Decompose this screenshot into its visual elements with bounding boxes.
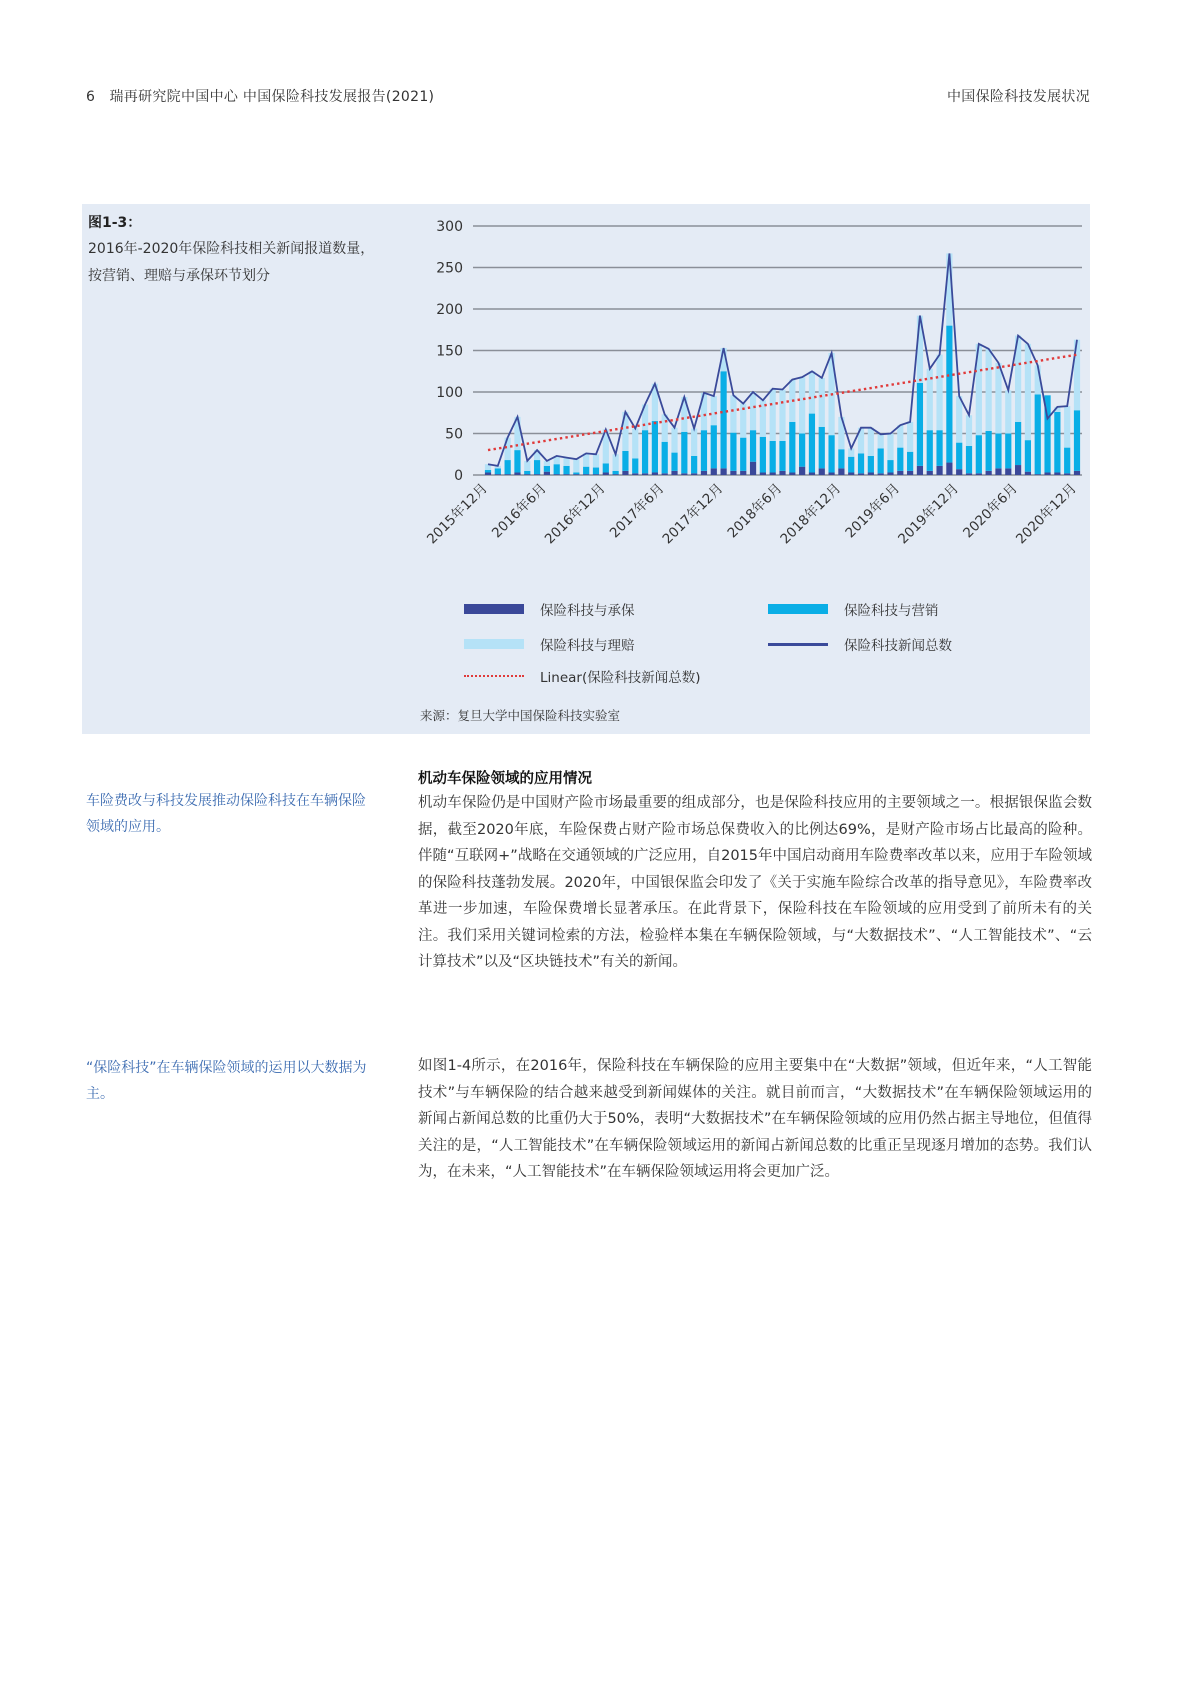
bar-segment bbox=[828, 435, 834, 472]
bar-segment bbox=[1035, 474, 1041, 475]
bar-segment bbox=[976, 473, 982, 475]
bar-segment bbox=[966, 415, 972, 446]
bar-segment bbox=[809, 371, 815, 413]
bar-segment bbox=[1025, 344, 1031, 440]
bar-segment bbox=[730, 395, 736, 432]
bar-segment bbox=[927, 430, 933, 471]
bar-segment bbox=[848, 473, 854, 475]
legend-total bbox=[768, 634, 952, 654]
bar-segment bbox=[1074, 410, 1080, 471]
bar-segment bbox=[495, 474, 501, 475]
bar-segment bbox=[711, 468, 717, 475]
legend-swatch-claims bbox=[464, 639, 524, 649]
bar-segment bbox=[770, 389, 776, 441]
bar-segment bbox=[681, 473, 687, 475]
bar-segment bbox=[907, 422, 913, 452]
y-axis-tick-label: 250 bbox=[436, 260, 463, 277]
legend-linear bbox=[464, 666, 701, 686]
bar-segment bbox=[809, 473, 815, 475]
legend-swatch-linear bbox=[464, 675, 524, 677]
x-axis-tick-label: 2020年6月 bbox=[960, 480, 1021, 542]
bar-segment bbox=[603, 473, 609, 475]
bar-segment bbox=[495, 468, 501, 474]
bar-segment bbox=[878, 434, 884, 448]
bar-segment bbox=[1054, 412, 1060, 473]
bar-segment bbox=[848, 457, 854, 473]
bar-segment bbox=[779, 441, 785, 471]
legend-label: 保险科技与理赔 bbox=[540, 638, 635, 654]
bar-segment bbox=[573, 474, 579, 475]
bar-segment bbox=[868, 428, 874, 456]
bar-segment bbox=[750, 392, 756, 430]
bar-segment bbox=[956, 396, 962, 442]
bar-segment bbox=[740, 471, 746, 475]
y-axis-tick-label: 50 bbox=[445, 426, 463, 443]
bar-segment bbox=[554, 464, 560, 474]
bar-segment bbox=[554, 474, 560, 475]
bar-segment bbox=[642, 430, 648, 473]
bar-segment bbox=[936, 355, 942, 431]
bar-segment bbox=[505, 474, 511, 475]
bar-segment bbox=[976, 435, 982, 473]
bar-segment bbox=[868, 456, 874, 473]
bar-segment bbox=[691, 456, 697, 473]
x-axis-tick-label: 2020年12月 bbox=[1012, 480, 1080, 548]
bar-segment bbox=[995, 363, 1001, 434]
bar-segment bbox=[563, 466, 569, 474]
bar-segment bbox=[878, 473, 884, 475]
bar-segment bbox=[936, 430, 942, 466]
bar-segment bbox=[917, 466, 923, 475]
bar-segment bbox=[721, 371, 727, 468]
bar-segment bbox=[544, 472, 550, 475]
bar-segment bbox=[730, 471, 736, 475]
legend-swatch-underwriting bbox=[464, 604, 524, 614]
bar-segment bbox=[907, 452, 913, 471]
bar-segment bbox=[799, 434, 805, 467]
figure-title: 2016年-2020年保险科技相关新闻报道数量，按营销、理赔与承保环节划分 bbox=[88, 241, 375, 284]
bar-segment bbox=[936, 466, 942, 475]
bar-segment bbox=[1005, 390, 1011, 433]
bar-segment bbox=[986, 349, 992, 431]
bar-segment bbox=[593, 454, 599, 467]
bar-segment bbox=[573, 473, 579, 475]
bar-segment bbox=[593, 474, 599, 475]
bar-segment bbox=[897, 425, 903, 447]
bar-segment bbox=[721, 468, 727, 475]
legend-label: 保险科技与承保 bbox=[540, 603, 635, 619]
bar-segment bbox=[701, 430, 707, 471]
figure-label: 图1-3： bbox=[88, 215, 142, 231]
bar-segment bbox=[966, 446, 972, 473]
bar-segment bbox=[750, 430, 756, 462]
bar-segment bbox=[1064, 448, 1070, 474]
bar-segment bbox=[986, 471, 992, 475]
bar-segment bbox=[662, 473, 668, 475]
bar-segment bbox=[1015, 422, 1021, 465]
x-axis-tick-label: 2017年12月 bbox=[659, 480, 727, 548]
bar-segment bbox=[514, 473, 520, 475]
bar-segment bbox=[671, 453, 677, 471]
bar-segment bbox=[505, 460, 511, 474]
bar-segment bbox=[828, 473, 834, 475]
bar-segment bbox=[799, 467, 805, 475]
bar-segment bbox=[927, 471, 933, 475]
y-axis-tick-label: 0 bbox=[454, 468, 463, 484]
bar-segment bbox=[838, 468, 844, 475]
bar-segment bbox=[760, 473, 766, 475]
y-axis-tick-label: 300 bbox=[436, 219, 463, 235]
bar-segment bbox=[995, 468, 1001, 475]
bar-segment bbox=[966, 473, 972, 475]
bar-segment bbox=[711, 396, 717, 425]
bar-segment bbox=[1015, 465, 1021, 475]
x-axis-tick-label: 2019年6月 bbox=[842, 480, 904, 542]
legend-claims bbox=[464, 634, 635, 654]
bar-segment bbox=[956, 443, 962, 470]
bar-segment bbox=[1064, 473, 1070, 475]
bar-segment bbox=[642, 473, 648, 475]
y-axis-tick-label: 100 bbox=[436, 385, 463, 401]
section-heading: 机动车保险领域的应用情况 bbox=[418, 771, 592, 787]
bar-segment bbox=[524, 461, 530, 471]
bar-segment bbox=[632, 473, 638, 475]
bar-segment bbox=[711, 425, 717, 468]
bar-segment bbox=[632, 458, 638, 473]
bar-segment bbox=[701, 471, 707, 475]
bar-segment bbox=[819, 378, 825, 427]
bar-segment bbox=[1064, 406, 1070, 448]
bar-segment bbox=[593, 468, 599, 475]
bar-segment bbox=[534, 460, 540, 474]
bar-segment bbox=[897, 471, 903, 475]
x-axis-tick-label: 2015年12月 bbox=[423, 480, 491, 548]
bar-segment bbox=[946, 463, 952, 475]
bar-segment bbox=[1025, 440, 1031, 472]
bar-segment bbox=[652, 421, 658, 472]
body-paragraph-2: 如图1-4所示，在2016年，保险科技在车辆保险的应用主要集中在“大数据”领域，但近年来，“人工智能技术”与车辆保险的结合越来越受到新闻媒体的关注。就目前而言，“大数据技术”在车辆保险领域运用的新闻占新闻总数的比重仍大于50%，表明“大数据技术”在车辆保险领域的应用仍然占据主导地位，但值得关注的是，“人工智能技术”在车辆保险领域运用的新闻占新闻总数的比重正呈现逐月增加的态势。我们认为，在未来，“人工智能技术”在车辆保险领域运用将会更加广泛。 bbox=[418, 1058, 1092, 1180]
bar-segment bbox=[671, 471, 677, 475]
bar-segment bbox=[573, 459, 579, 472]
bar-segment bbox=[1074, 471, 1080, 475]
body-paragraph-1: 机动车保险仍是中国财产险市场最重要的组成部分，也是保险科技应用的主要领域之一。根据银保监会数据，截至2020年底，车险保费占财产险市场总保费收入的比例达69%，是财产险市场占比最高的险种。伴随“互联网+”战略在交通领域的广泛应用，自2015年中国启动商用车险费率改革以来，应用于车险领域的保险科技蓬勃发展。2020年，中国银保监会印发了《关于实施车险综合改革的指导意见》，车险费率改革进一步加速，车险保费增长显著承压。在此背景下，保险科技在车险领域的应用受到了前所未有的关注。我们采用关键词检索的方法，检验样本集在车辆保险领域，与“大数据技术”、“人工智能技术”、“云计算技术”以及“区块链技术”有关的新闻。 bbox=[418, 795, 1092, 970]
x-axis-tick-label: 2017年6月 bbox=[606, 480, 668, 542]
bar-segment bbox=[603, 463, 609, 472]
bar-segment bbox=[770, 441, 776, 473]
x-axis-tick-label: 2016年12月 bbox=[541, 480, 609, 548]
bar-segment bbox=[770, 473, 776, 475]
bar-segment bbox=[485, 473, 491, 475]
bar-segment bbox=[622, 451, 628, 471]
bar-segment bbox=[789, 473, 795, 475]
bar-segment bbox=[1005, 434, 1011, 469]
stacked-bar-line-chart bbox=[0, 0, 1200, 700]
bar-segment bbox=[524, 471, 530, 474]
bar-segment bbox=[613, 471, 619, 474]
bar-segment bbox=[1054, 473, 1060, 475]
sidenote-2: “保险科技”在车辆保险领域的运用以大数据为主。 bbox=[86, 1060, 367, 1102]
legend-label: 保险科技与营销 bbox=[844, 603, 939, 619]
bar-segment bbox=[946, 326, 952, 463]
bar-segment bbox=[632, 429, 638, 459]
bar-segment bbox=[956, 469, 962, 475]
bar-segment bbox=[485, 470, 491, 472]
x-axis-tick-label: 2018年6月 bbox=[724, 480, 786, 542]
y-axis-tick-label: 150 bbox=[436, 343, 463, 360]
figure-source: 来源：复旦大学中国保险科技实验室 bbox=[420, 708, 621, 723]
bar-segment bbox=[907, 471, 913, 475]
x-axis-tick-label: 2016年6月 bbox=[488, 480, 550, 542]
x-axis-tick-label: 2018年12月 bbox=[777, 480, 845, 548]
bar-segment bbox=[1035, 394, 1041, 474]
legend-marketing bbox=[768, 599, 939, 619]
bar-segment bbox=[1044, 473, 1050, 475]
bar-segment bbox=[652, 473, 658, 475]
y-axis-tick-label: 200 bbox=[436, 302, 463, 318]
bar-segment bbox=[995, 434, 1001, 469]
bar-segment bbox=[897, 448, 903, 471]
legend-underwriting bbox=[464, 599, 635, 619]
bar-segment bbox=[760, 437, 766, 473]
bar-segment bbox=[789, 422, 795, 473]
bar-segment bbox=[858, 473, 864, 475]
bar-segment bbox=[691, 429, 697, 456]
sidenote-1: 车险费改与科技发展推动保险科技在车辆保险领域的应用。 bbox=[86, 793, 366, 835]
bar-segment bbox=[730, 433, 736, 471]
bar-segment bbox=[1005, 468, 1011, 475]
bar-segment bbox=[534, 474, 540, 475]
bar-segment bbox=[779, 390, 785, 441]
legend-swatch-total-line bbox=[768, 643, 828, 646]
bar-segment bbox=[524, 474, 530, 475]
bar-segment bbox=[887, 460, 893, 472]
bar-segment bbox=[681, 432, 687, 474]
bar-segment bbox=[671, 428, 677, 453]
bar-segment bbox=[613, 474, 619, 475]
legend-label: 保险科技新闻总数 bbox=[844, 638, 952, 654]
bar-segment bbox=[887, 473, 893, 475]
bar-segment bbox=[809, 414, 815, 473]
bar-segment bbox=[779, 471, 785, 475]
bar-segment bbox=[505, 438, 511, 460]
report-title: 瑞再研究院中国中心 中国保险科技发展报告(2021) bbox=[109, 89, 435, 105]
bar-segment bbox=[583, 467, 589, 474]
bar-segment bbox=[986, 431, 992, 471]
running-header-right: 中国保险科技发展状况 bbox=[947, 89, 1090, 105]
bar-segment bbox=[514, 450, 520, 472]
bar-segment bbox=[583, 474, 589, 475]
bar-segment bbox=[819, 427, 825, 469]
bar-segment bbox=[691, 473, 697, 475]
bar-segment bbox=[740, 438, 746, 471]
page-number: 6 bbox=[86, 89, 96, 105]
bar-segment bbox=[563, 474, 569, 475]
bar-segment bbox=[917, 383, 923, 466]
bar-segment bbox=[878, 448, 884, 473]
bar-segment bbox=[858, 453, 864, 473]
legend-swatch-marketing bbox=[768, 604, 828, 614]
bar-segment bbox=[544, 466, 550, 472]
bar-segment bbox=[622, 471, 628, 475]
bar-segment bbox=[750, 462, 756, 475]
bar-segment bbox=[799, 377, 805, 433]
bar-segment bbox=[838, 449, 844, 468]
bar-segment bbox=[887, 434, 893, 461]
bar-segment bbox=[819, 468, 825, 475]
bar-segment bbox=[1025, 472, 1031, 475]
x-axis-tick-label: 2019年12月 bbox=[895, 480, 963, 548]
bar-segment bbox=[662, 442, 668, 474]
legend-label: Linear(保险科技新闻总数) bbox=[540, 670, 701, 686]
bar-segment bbox=[868, 473, 874, 475]
